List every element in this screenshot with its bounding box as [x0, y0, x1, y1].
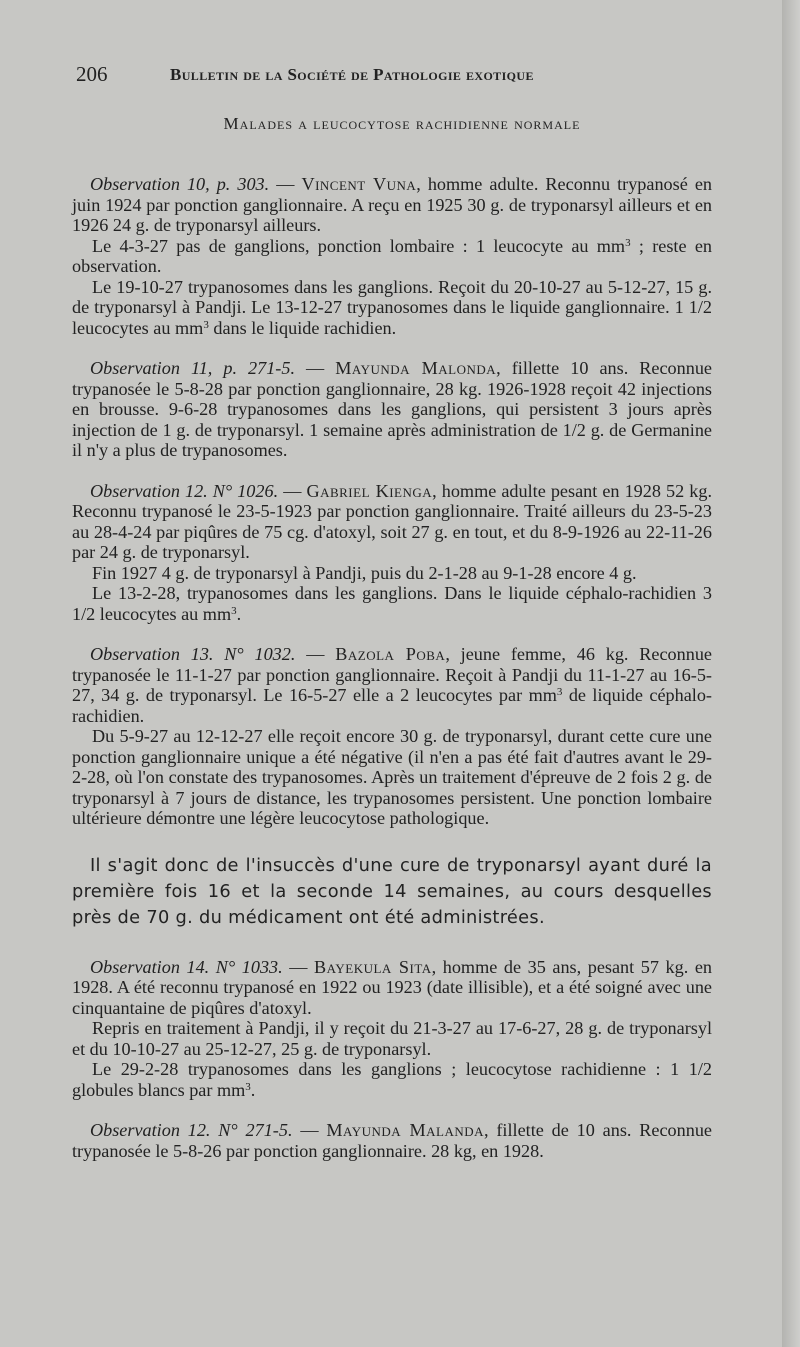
patient-name: Mayunda Malanda — [326, 1120, 485, 1140]
patient-name: Gabriel Kienga — [306, 480, 433, 501]
observation-12 — [72, 481, 712, 625]
observation-paragraph: Le 13-2-28, trypanosomes dans les ganglions. Dans le liquide céphalo-rachidien 3 1/2 leucocytes au $mm^3$. — [72, 583, 712, 624]
observation-paragraph: Repris en traitement à Pandji, il y reçoit du 21-3-27 au 17-6-27, 28 g. de tryponarsyl et du 10-10-27 au 25-12-27, 25 g. de tryponarsyl. — [72, 1018, 712, 1059]
observation-paragraph: Observation 10, p. 303. — Vincent Vuna, homme adulte. Reconnu trypanosé en juin 1924 par ponction ganglionnaire. A reçu en 1925 30 g. de tryponarsyl ailleurs et en 1926 24 g. de tryponarsyl ailleurs. — [72, 174, 712, 235]
patient-name: Bayekula Sita — [314, 956, 432, 977]
observation-paragraph: Le 4-3-27 pas de ganglions, ponction lombaire : 1 leucocyte au $mm^3$ ; reste en observation. — [72, 235, 712, 276]
observation-12-bis — [72, 1120, 712, 1161]
observation-11 — [72, 358, 712, 461]
patient-name: Vincent Vuna — [301, 174, 417, 194]
conclusion-paragraph: Il s'agit donc de l'insuccès d'une cure de tryponarsyl ayant duré la première fois 16 et la seconde 14 semaines, au cours desquelles près de 70 g. du médicament ont été administrées. — [72, 854, 712, 928]
observation-reference: Observation 14. N° 1033. — [90, 956, 283, 977]
journal-title: Bulletin de la Société de Pathologie exotique — [170, 65, 534, 84]
observation-paragraph: Observation 13. N° 1032. — Bazola Poba, jeune femme, 46 kg. Reconnue trypanosée le 11-1-27 par ponction ganglionnaire. Reçoit à Pandji du 11-1-27 au 16-5-27, 34 g. de tryponarsyl. Le 16-5-27 elle a 2 leucocytes par $mm^3$ de liquide céphalo-rachidien. — [72, 644, 713, 726]
observation-paragraph: Observation 11, p. 271-5. — Mayunda Malonda, fillette 10 ans. Reconnue trypanosée le 5-8-28 par ponction ganglionnaire, 28 kg. 1926-1928 reçoit 42 injections en brousse. 9-6-28 trypanosomes dans les ganglions, qui persistent 3 jours après injection de 1 g. de tryponarsyl. 1 semaine après administration de 1/2 g. de Germanine il n'y a plus de trypanosomes. — [72, 358, 712, 460]
observation-paragraph: Le 29-2-28 trypanosomes dans les ganglions ; leucocytose rachidienne : 1 1/2 globules blancs par $mm^3$. — [72, 1059, 712, 1100]
observation-paragraph: Observation 12. N° 1026. — Gabriel Kienga, homme adulte pesant en 1928 52 kg. Reconnu trypanosé le 23-5-1923 par ponction ganglionnaire. Traité ailleurs du 23-5-23 au 28-4-24 par piqûres de 75 cg. d'atoxyl, soit 27 g. en tout, et du 8-9-1926 au 22-11-26 par 24 g. de tryponarsyl. — [72, 480, 712, 562]
observation-reference: Observation 10, p. 303. — [90, 174, 270, 194]
observation-10 — [72, 174, 712, 338]
observation-reference: Observation 12. N° 1026. — [90, 480, 279, 501]
observation-reference: Observation 13. N° 1032. — [90, 644, 296, 664]
observation-reference: Observation 11, p. 271-5. — [90, 358, 296, 378]
section-title: Malades a leucocytose rachidienne normale — [223, 114, 581, 133]
observation-paragraph: Le 19-10-27 trypanosomes dans les ganglions. Reçoit du 20-10-27 au 5-12-27, 15 g. de tryponarsyl à Pandji. Le 13-12-27 trypanosomes dans le liquide ganglionnaire. 1 1/2 leucocytes au $mm^3$ dans le liquide rachidien. — [72, 276, 712, 338]
observation-paragraph: Du 5-9-27 au 12-12-27 elle reçoit encore 30 g. de tryponarsyl, durant cette cure une ponction ganglionnaire unique a été négative (il n'en a pas été fait d'autres avant le 29-2-28, où l'on constate des trypanosomes. Après un traitement d'épreuve de 2 fois 2 g. de tryponarsyl à 7 jours de distance, les trypanosomes persistent. Une ponction lombaire ultérieure démontre une légère leucocytose pathologique. — [72, 726, 712, 828]
running-header — [72, 62, 712, 106]
patient-name: Mayunda Malonda — [335, 358, 497, 378]
page-edge — [782, 0, 800, 1347]
observation-14 — [72, 957, 712, 1101]
patient-name: Bazola Poba — [335, 644, 446, 664]
observation-paragraph: Observation 12. N° 271-5. — Mayunda Malanda, fillette de 10 ans. Reconnue trypanosée le 5-8-26 par ponction ganglionnaire. 28 kg, en 1928. — [72, 1120, 712, 1161]
page-number: 206 — [76, 62, 108, 86]
observation-reference: Observation 12. N° 271-5. — [90, 1120, 293, 1140]
observation-13 — [72, 644, 712, 829]
observation-paragraph: Observation 14. N° 1033. — Bayekula Sita, homme de 35 ans, pesant 57 kg. en 1928. A été reconnu trypanosé en 1922 ou 1923 (date illisible), et a été soigné avec une cinquantaine de piqûres d'atoxyl. — [72, 956, 713, 1018]
observation-paragraph: Fin 1927 4 g. de tryponarsyl à Pandji, puis du 2-1-28 au 9-1-28 encore 4 g. — [92, 562, 637, 583]
